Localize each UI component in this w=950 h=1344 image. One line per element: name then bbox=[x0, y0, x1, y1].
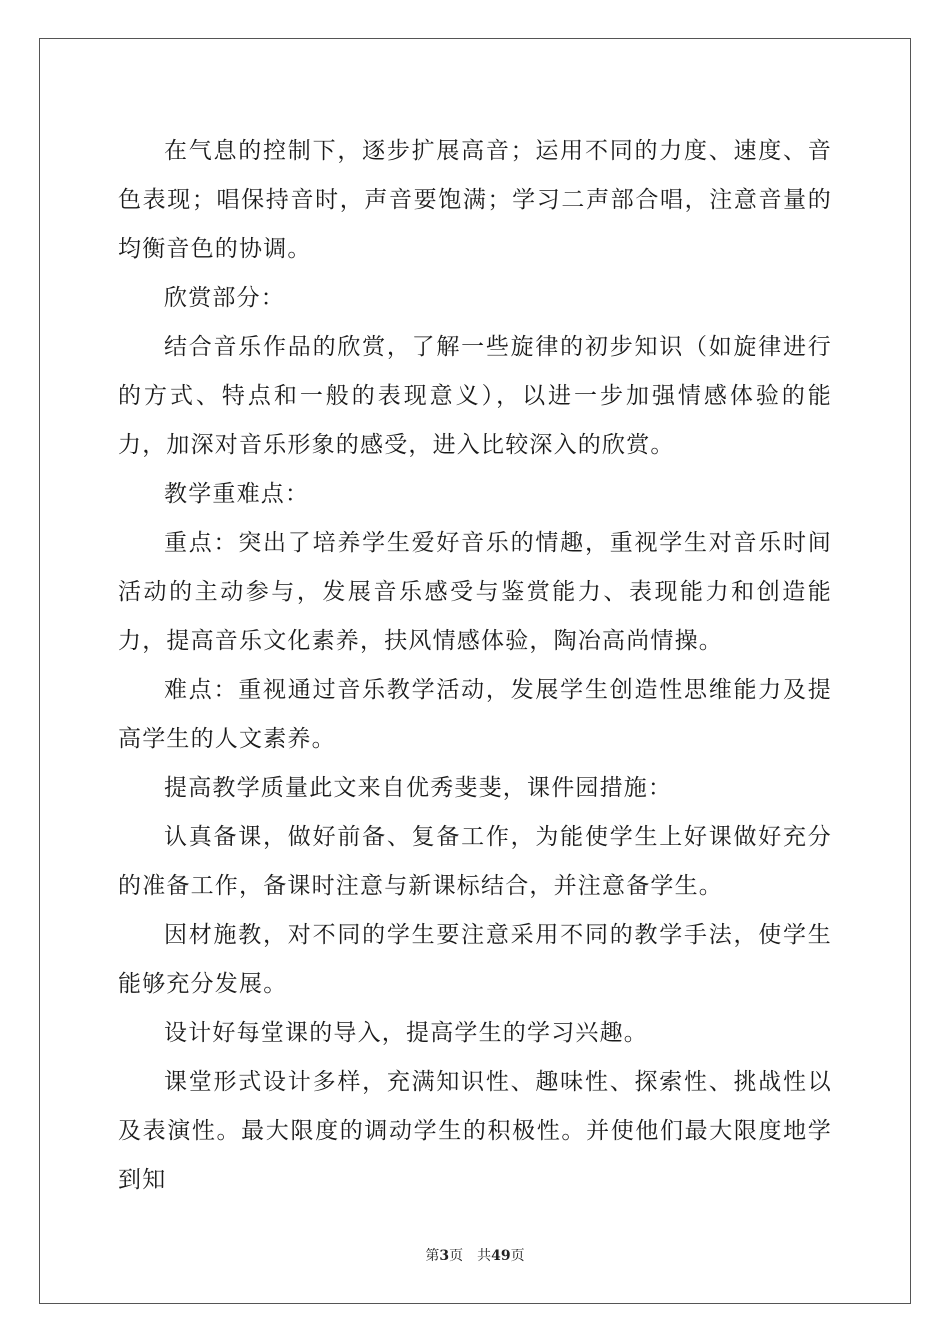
paragraph-class-format: 课堂形式设计多样，充满知识性、趣味性、探索性、挑战性以及表演性。最大限度的调动学生的积极性。并使他们最大限度地学到知 bbox=[118, 1069, 832, 1193]
paragraph-singing-skills: 在气息的控制下，逐步扩展高音；运用不同的力度、速度、音色表现；唱保持音时，声音要饱满；学习二声部合唱，注意音量的均衡音色的协调。 bbox=[118, 138, 832, 262]
paragraph-lesson-prep: 认真备课，做好前备、复备工作，为能使学生上好课做好充分的准备工作，备课时注意与新课标结合，并注意备学生。 bbox=[118, 824, 832, 899]
document-body bbox=[118, 127, 832, 1205]
page-footer bbox=[0, 1245, 950, 1265]
paragraph-difficulties: 难点：重视通过音乐教学活动，发展学生创造性思维能力及提高学生的人文素养。 bbox=[118, 677, 832, 752]
paragraph-key-points: 重点：突出了培养学生爱好音乐的情趣，重视学生对音乐时间活动的主动参与，发展音乐感受与鉴赏能力、表现能力和创造能力，提高音乐文化素养，扶风情感体验，陶冶高尚情操。 bbox=[118, 530, 832, 654]
heading-appreciation: 欣赏部分： bbox=[164, 285, 285, 311]
total-prefix: 共 bbox=[477, 1248, 492, 1264]
page-suffix: 页 bbox=[449, 1248, 464, 1264]
total-pages: 49 bbox=[491, 1248, 511, 1264]
page-prefix: 第 bbox=[425, 1248, 440, 1264]
heading-quality-measures: 提高教学质量此文来自优秀斐斐，课件园措施： bbox=[164, 775, 673, 801]
paragraph-individualized-teaching: 因材施教，对不同的学生要注意采用不同的教学手法，使学生能够充分发展。 bbox=[118, 922, 832, 997]
total-suffix: 页 bbox=[510, 1248, 525, 1264]
paragraph-appreciation: 结合音乐作品的欣赏，了解一些旋律的初步知识（如旋律进行的方式、特点和一般的表现意义），以进一步加强情感体验的能力，加深对音乐形象的感受，进入比较深入的欣赏。 bbox=[118, 334, 832, 458]
paragraph-lesson-intro: 设计好每堂课的导入，提高学生的学习兴趣。 bbox=[164, 1020, 648, 1046]
heading-key-difficulties: 教学重难点： bbox=[164, 481, 310, 507]
page-number: 3 bbox=[439, 1248, 450, 1264]
